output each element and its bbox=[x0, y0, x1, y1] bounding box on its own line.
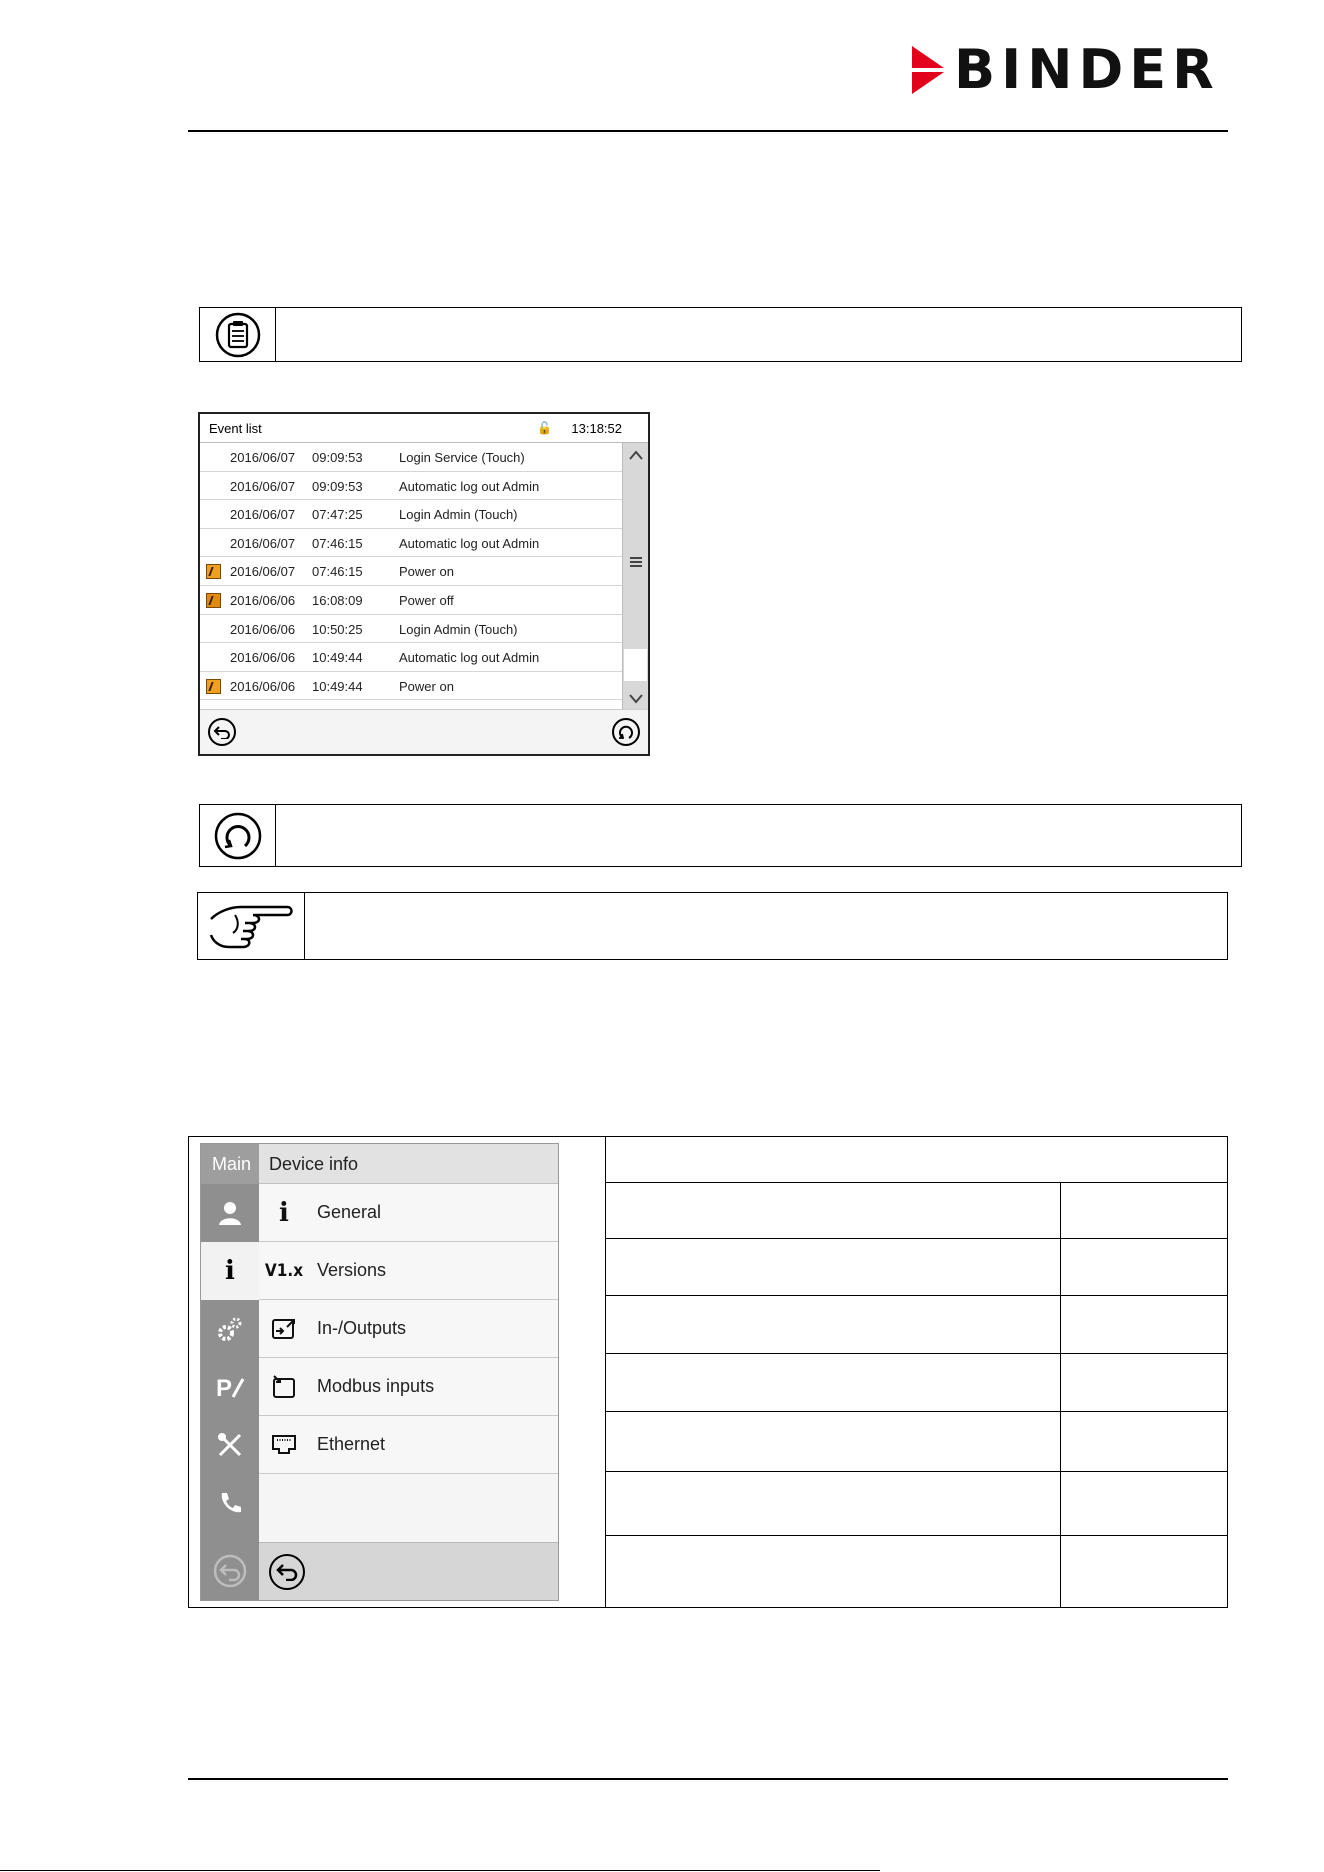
event-text: Login Admin (Touch) bbox=[399, 507, 518, 523]
power-on-icon bbox=[206, 564, 221, 579]
event-rows bbox=[200, 443, 623, 711]
header-rule bbox=[188, 130, 1228, 132]
event-time: 07:47:25 bbox=[312, 507, 363, 523]
icon-cell bbox=[200, 805, 276, 866]
inputs-outputs-icon bbox=[269, 1315, 299, 1343]
event-row bbox=[200, 500, 623, 529]
info-icon: i bbox=[279, 1198, 289, 1228]
power-off-icon bbox=[206, 593, 221, 608]
menu-item-in-outputs[interactable] bbox=[259, 1300, 559, 1358]
version-icon: V1.x bbox=[264, 1261, 304, 1281]
event-text: Automatic log out Admin bbox=[399, 535, 540, 551]
table-rule bbox=[605, 1295, 1228, 1296]
event-row bbox=[200, 557, 623, 586]
table-divider bbox=[605, 1137, 606, 1607]
event-time: 16:08:09 bbox=[312, 592, 363, 608]
table-rule bbox=[605, 1182, 1228, 1183]
icon-cell bbox=[198, 893, 305, 959]
event-row bbox=[200, 472, 623, 501]
refresh-button[interactable] bbox=[612, 718, 640, 746]
refresh-large-icon bbox=[214, 812, 262, 860]
menu-item-ethernet[interactable] bbox=[259, 1416, 559, 1474]
refresh-icon bbox=[617, 723, 635, 741]
main-sidebar bbox=[201, 1144, 259, 1600]
event-row bbox=[200, 643, 623, 672]
event-text: Automatic log out Admin bbox=[399, 650, 540, 666]
event-time: 07:46:15 bbox=[312, 535, 363, 551]
menu-item-versions[interactable] bbox=[259, 1242, 559, 1300]
pointing-hand-icon bbox=[205, 897, 297, 955]
event-text: Power on bbox=[399, 564, 454, 580]
event-row bbox=[200, 615, 623, 644]
menu-item-label: Modbus inputs bbox=[317, 1376, 435, 1396]
event-list-footer bbox=[200, 709, 648, 754]
svg-text:P: P bbox=[216, 1375, 233, 1401]
table-rule bbox=[605, 1353, 1228, 1354]
hint-note-box bbox=[197, 892, 1228, 960]
ethernet-icon bbox=[269, 1431, 299, 1459]
service-tools-icon[interactable] bbox=[201, 1416, 259, 1474]
menu-item-label: General bbox=[317, 1202, 382, 1222]
event-time: 09:09:53 bbox=[312, 450, 363, 465]
footer-rule bbox=[188, 1778, 1228, 1780]
device-info-panel bbox=[259, 1144, 559, 1600]
program-edit-icon[interactable] bbox=[201, 1358, 259, 1416]
table-rule bbox=[605, 1535, 1228, 1536]
binder-logo-mark bbox=[910, 44, 950, 96]
table-divider bbox=[1060, 1183, 1061, 1607]
power-on-icon bbox=[206, 679, 221, 694]
lock-icon: 🔓 bbox=[537, 421, 552, 435]
user-icon[interactable] bbox=[201, 1184, 259, 1242]
event-text: Login Service (Touch) bbox=[399, 450, 525, 465]
scroll-handle-icon[interactable] bbox=[623, 555, 648, 573]
event-time: 10:50:25 bbox=[312, 621, 363, 637]
menu-item-label: In-/Outputs bbox=[317, 1318, 407, 1338]
event-list-icon bbox=[215, 312, 261, 358]
phone-icon[interactable] bbox=[201, 1474, 259, 1532]
event-time: 10:49:44 bbox=[312, 650, 363, 666]
refresh-note-box bbox=[199, 804, 1242, 867]
menu-item-modbus-inputs[interactable] bbox=[259, 1358, 559, 1416]
icon-cell bbox=[200, 308, 276, 361]
back-arrow-icon bbox=[213, 725, 231, 739]
event-text: Power on bbox=[399, 678, 454, 694]
event-date: 2016/06/07 bbox=[230, 507, 296, 523]
device-info-title: Device info bbox=[259, 1144, 559, 1184]
binder-logo bbox=[910, 38, 1230, 101]
back-arrow-icon bbox=[276, 1563, 298, 1581]
scrollbar[interactable] bbox=[622, 443, 648, 711]
event-row bbox=[200, 443, 623, 472]
device-info-footer bbox=[259, 1542, 559, 1600]
event-date: 2016/06/07 bbox=[230, 564, 296, 580]
event-list-time: 13:18:52 bbox=[571, 421, 622, 436]
icon-note-box bbox=[199, 307, 1242, 362]
info-icon[interactable]: i bbox=[201, 1242, 259, 1300]
sidebar-label: Main bbox=[201, 1144, 259, 1184]
modbus-icon bbox=[269, 1373, 299, 1401]
table-rule bbox=[605, 1411, 1228, 1412]
event-date: 2016/06/07 bbox=[230, 478, 296, 494]
event-list-title: Event list bbox=[209, 421, 262, 436]
event-time: 09:09:53 bbox=[312, 478, 363, 494]
settings-icon[interactable] bbox=[201, 1300, 259, 1358]
event-time: 07:46:15 bbox=[312, 564, 363, 580]
scroll-down-icon[interactable] bbox=[623, 691, 648, 709]
event-date: 2016/06/07 bbox=[230, 535, 296, 551]
brand-name: BINDER bbox=[954, 38, 1220, 101]
event-date: 2016/06/06 bbox=[230, 650, 296, 666]
back-button[interactable] bbox=[269, 1554, 305, 1590]
back-button[interactable] bbox=[208, 718, 236, 746]
event-date: 2016/06/06 bbox=[230, 592, 296, 608]
back-disabled-icon bbox=[201, 1542, 259, 1600]
event-date: 2016/06/06 bbox=[230, 621, 296, 637]
page-bottom-rule bbox=[0, 1870, 880, 1871]
event-time: 10:49:44 bbox=[312, 678, 363, 694]
event-row bbox=[200, 672, 623, 701]
scroll-thumb[interactable] bbox=[624, 649, 647, 681]
event-date: 2016/06/07 bbox=[230, 450, 296, 465]
event-row bbox=[200, 586, 623, 615]
table-rule bbox=[605, 1471, 1228, 1472]
device-info-screen bbox=[200, 1143, 559, 1601]
event-text: Power off bbox=[399, 592, 454, 608]
event-row bbox=[200, 529, 623, 558]
menu-item-label: Versions bbox=[317, 1260, 387, 1280]
event-list-header bbox=[200, 414, 648, 443]
scroll-up-icon[interactable] bbox=[623, 447, 648, 465]
event-text: Automatic log out Admin bbox=[399, 478, 540, 494]
event-text: Login Admin (Touch) bbox=[399, 621, 518, 637]
event-list-screen bbox=[198, 412, 650, 756]
event-date: 2016/06/06 bbox=[230, 678, 296, 694]
table-rule bbox=[605, 1238, 1228, 1239]
menu-item-label: Ethernet bbox=[317, 1434, 386, 1454]
menu-item-general[interactable] bbox=[259, 1184, 559, 1242]
